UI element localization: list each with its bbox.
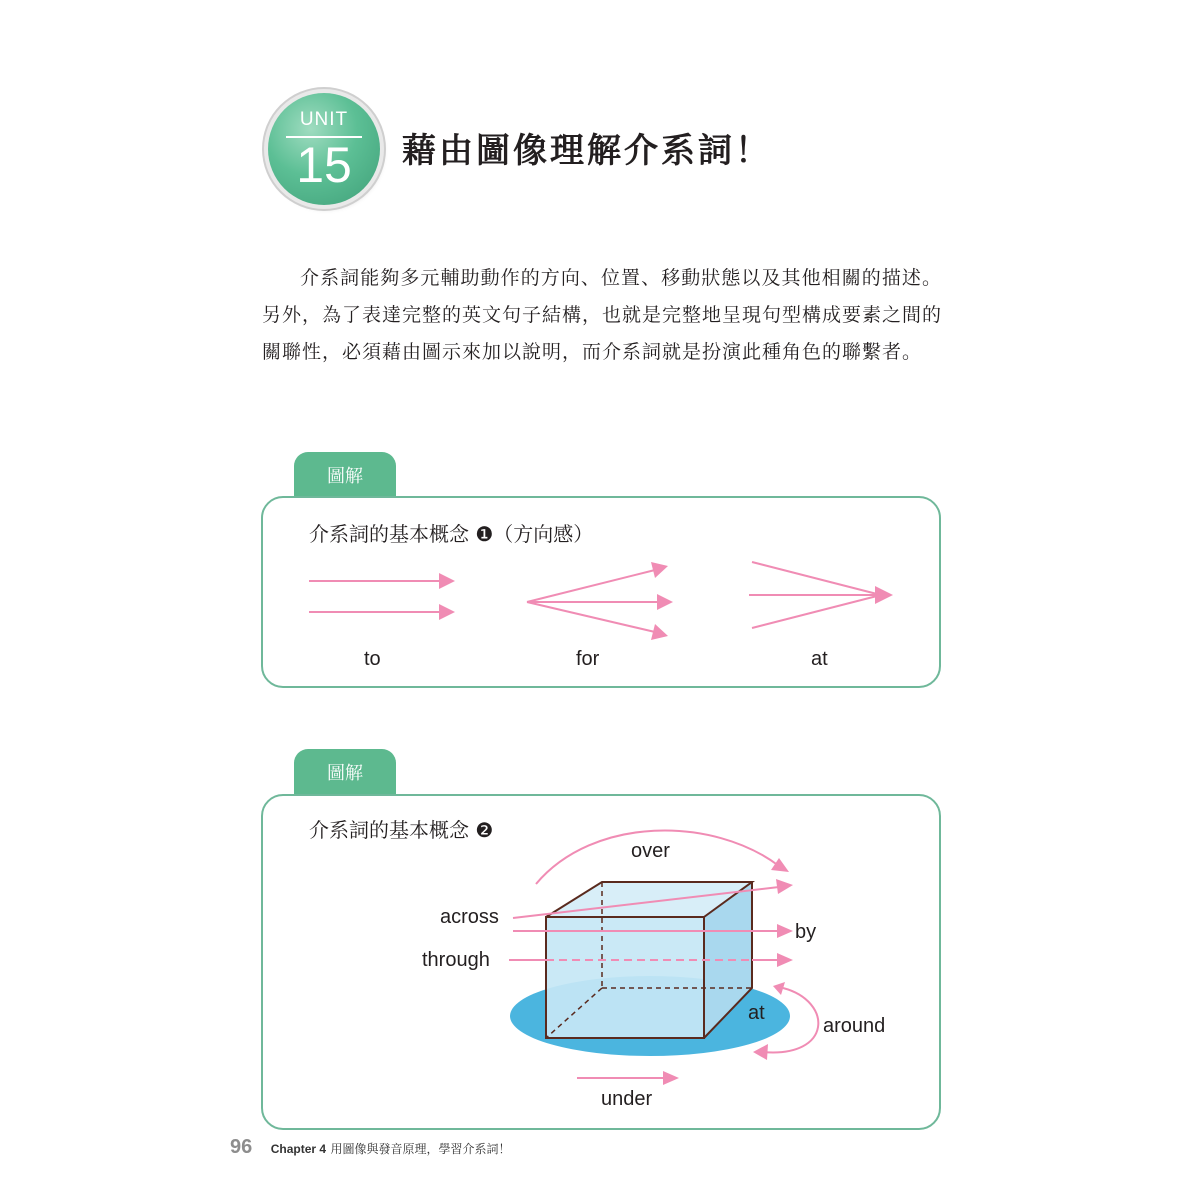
- around-arrowhead: [753, 1044, 768, 1060]
- diagram2-tab: 圖解: [294, 749, 396, 795]
- label-to: to: [364, 648, 381, 670]
- unit-label: UNIT: [299, 109, 349, 130]
- at-arrowhead: [875, 586, 893, 604]
- through-arrowhead: [777, 953, 793, 967]
- under-arrowhead: [663, 1071, 679, 1085]
- intro-paragraph: 介系詞能夠多元輔助動作的方向、位置、移動狀態以及其他相關的描述。另外，為了表達完整的英文句子結構，也就是完整地呈現句型構成要素之間的關聯性，必須藉由圖示來加以說明，而介系詞就是扮演此種角色的聯繫者。: [262, 267, 943, 363]
- for-arrowhead-up: [651, 562, 668, 578]
- chapter-label: Chapter 4: [270, 1142, 327, 1156]
- label-through: through: [422, 949, 490, 971]
- for-arrow-up: [527, 570, 655, 602]
- label-under: under: [601, 1088, 653, 1110]
- chapter-title: 用圖像與發音原理，學習介系詞！: [330, 1142, 511, 1156]
- over-arrowhead: [771, 858, 789, 872]
- page-number: 96: [230, 1136, 253, 1158]
- to-arrowhead-2: [439, 604, 455, 620]
- diagram1-heading: 介系詞的基本概念 ❶（方向感）: [309, 522, 594, 546]
- diagram1-panel: [261, 496, 941, 688]
- label-around: around: [823, 1015, 886, 1037]
- for-arrowhead-down: [651, 624, 668, 640]
- label-for: for: [576, 648, 600, 670]
- to-arrowhead-1: [439, 573, 455, 589]
- label-across: across: [440, 906, 499, 928]
- unit-number: 15: [296, 137, 352, 193]
- by-arrowhead: [777, 924, 793, 938]
- diagram2-heading: 介系詞的基本概念 ❷: [309, 818, 494, 842]
- diagram2-panel: [261, 794, 941, 1130]
- label-at-cube: at: [748, 1002, 765, 1024]
- label-at: at: [811, 648, 828, 670]
- label-by: by: [795, 921, 817, 943]
- page-footer: [230, 1136, 511, 1159]
- unit-badge: [268, 93, 380, 205]
- cube-front-face: [546, 917, 704, 1038]
- for-arrow-down: [527, 602, 655, 632]
- across-arrowhead: [776, 879, 793, 894]
- for-arrowhead-mid: [657, 594, 673, 610]
- diagram1-tab: 圖解: [294, 452, 396, 498]
- at-arrow-top: [752, 562, 877, 594]
- at-arrow-bottom: [752, 596, 877, 628]
- page-title: 藉由圖像理解介系詞！: [402, 131, 772, 171]
- label-over: over: [631, 840, 670, 862]
- diagram2-illustration: [263, 796, 939, 1128]
